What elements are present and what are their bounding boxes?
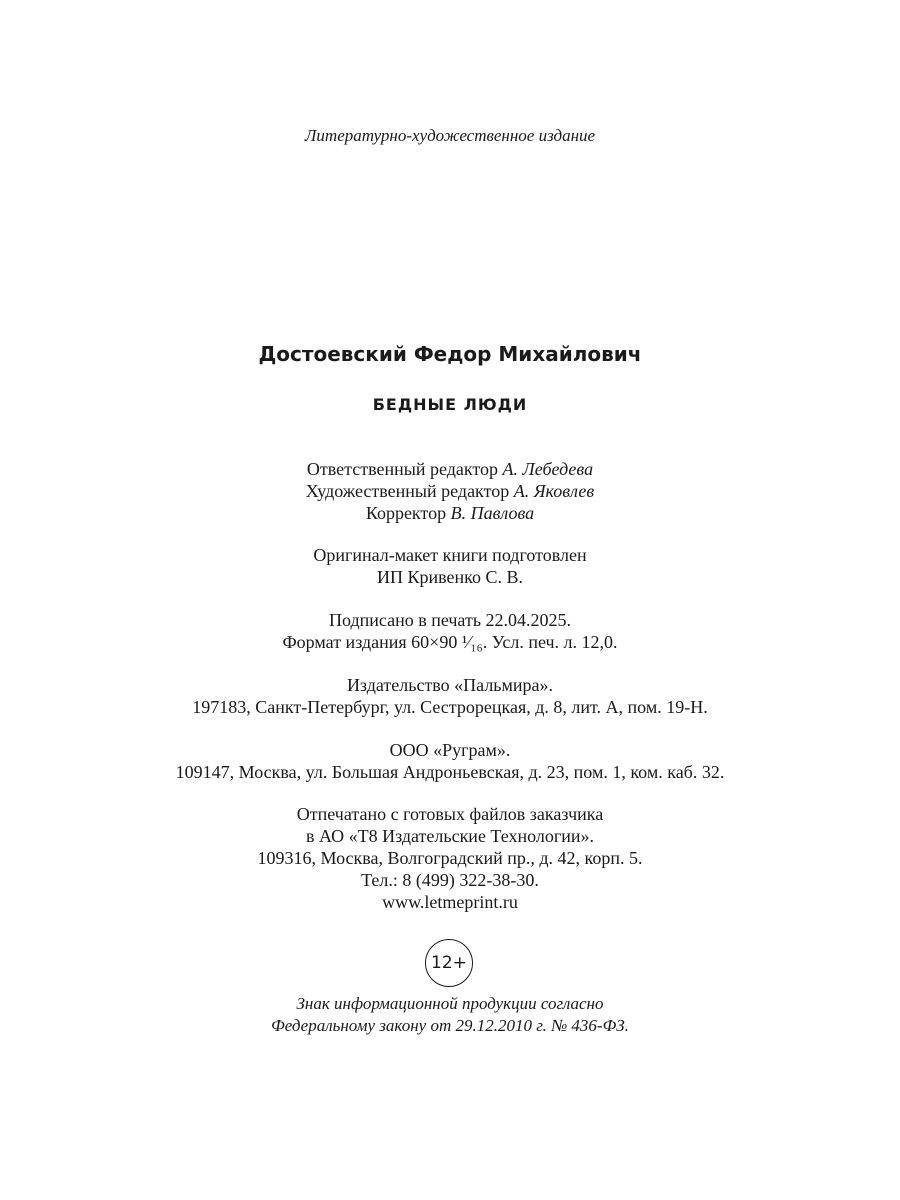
book-title: БЕДНЫЕ ЛЮДИ xyxy=(372,395,528,414)
chief-editor-line xyxy=(0,458,900,480)
layout-credit-line1: Оригинал-макет книги подготовлен xyxy=(313,545,587,565)
printer-phone: Тел.: 8 (499) 322-38-30. xyxy=(361,870,539,890)
printer-line1: Отпечатано с готовых файлов заказчика xyxy=(296,804,604,824)
printer-website: www.letmeprint.ru xyxy=(382,892,518,912)
signed-to-print: Подписано в печать 22.04.2025. xyxy=(328,610,572,630)
edition-format: Формат издания 60×90 ¹⁄₁₆. Усл. печ. л. 12,0. xyxy=(282,632,618,652)
proofreader-name: В. Павлова xyxy=(450,503,535,523)
distributor-address: 109147, Москва, ул. Большая Андроньевская, д. 23, пом. 1, ком. каб. 32. xyxy=(175,762,725,782)
layout-credit-line2: ИП Кривенко С. В. xyxy=(377,567,523,587)
art-editor-label: Художественный редактор xyxy=(305,481,510,501)
author-name: Достоевский Федор Михайлович xyxy=(258,342,642,366)
proofreader-label: Корректор xyxy=(365,503,447,523)
art-editor-name: А. Яковлев xyxy=(513,481,595,501)
chief-editor-name: А. Лебедева xyxy=(502,459,594,479)
age-rating-badge xyxy=(425,939,473,987)
printer-address: 109316, Москва, Волгоградский пр., д. 42, корп. 5. xyxy=(257,848,643,868)
publisher-address: 197183, Санкт-Петербург, ул. Сестрорецкая, д. 8, лит. А, пом. 19-Н. xyxy=(192,697,708,717)
printer-line2: в АО «Т8 Издательские Технологии». xyxy=(305,826,595,846)
proofreader-line xyxy=(0,502,900,524)
chief-editor-label: Ответственный редактор xyxy=(306,459,499,479)
edition-type: Литературно-художественное издание xyxy=(304,126,596,145)
art-editor-line xyxy=(0,480,900,502)
age-rating-label: 12+ xyxy=(431,953,467,973)
publisher-name: Издательство «Пальмира». xyxy=(346,675,554,695)
law-note-line2: Федеральному закону от 29.12.2010 г. № 436-ФЗ. xyxy=(271,1016,629,1035)
distributor-name: ООО «Руграм». xyxy=(389,740,511,760)
law-note-line1: Знак информационной продукции согласно xyxy=(296,994,604,1013)
